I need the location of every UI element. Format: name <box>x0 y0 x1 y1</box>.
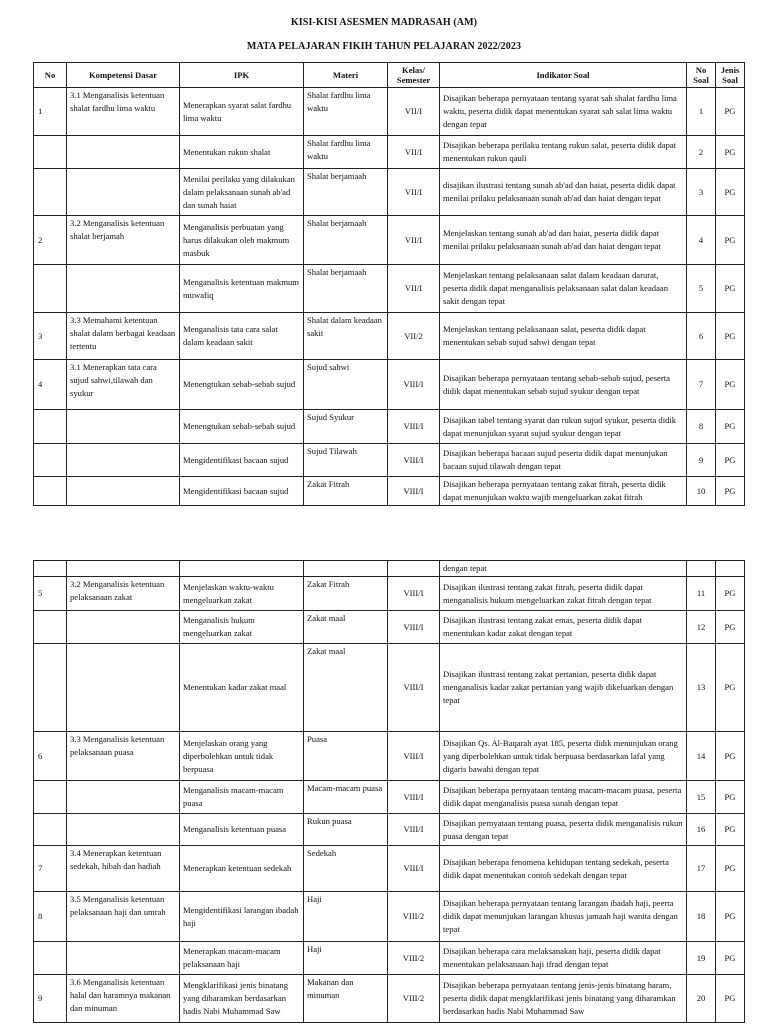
cell-materi: Zakat Fitrah <box>304 577 388 611</box>
cell-no-soal: 6 <box>687 313 716 360</box>
cell-kelas-semester: VIII/I <box>388 410 440 444</box>
cell-no <box>34 265 67 313</box>
cell-no: 9 <box>34 975 67 1023</box>
cell-no <box>34 781 67 814</box>
cell-ipk: Mengklarifikasi jenis binatang yang diharamkan berdasarkan hadis Nabi Muhammad Saw <box>180 975 304 1023</box>
cell-materi: Macam-macam puasa <box>304 781 388 814</box>
table-row <box>34 477 745 506</box>
cell-materi: Haji <box>304 892 388 942</box>
cell-no-soal: 14 <box>687 732 716 781</box>
table-row <box>34 313 745 360</box>
table-row <box>34 577 745 611</box>
cell-no-soal: 2 <box>687 136 716 169</box>
cell-ipk: Menerapkan macam-macam pelaksanaan haji <box>180 942 304 975</box>
cell-no-soal: 9 <box>687 444 716 477</box>
cell-no-soal: 18 <box>687 892 716 942</box>
cell-indikator-soal: Disajikan beberapa pernyataan tentang sebab-sebab sujud, peserta didik dapat menentukan sebab sujud syukur dengan tepat <box>440 360 687 410</box>
cell-materi: Shalat berjamaah <box>304 265 388 313</box>
cell-no-soal: 4 <box>687 216 716 265</box>
cell-indikator-soal: Disajikan beberapa perilaku tentang rukun salat, peserta didik dapat menentukan rukun qauli <box>440 136 687 169</box>
cell-no: 1 <box>34 88 67 136</box>
cell-no <box>34 611 67 644</box>
cell-jenis-soal: PG <box>716 136 745 169</box>
cell-kompetensi-dasar: 3.3 Memahami ketentuan shalat dalam berbagai keadaan tertentu <box>67 313 180 360</box>
cell-indikator-soal: Disajikan tabel tentang syarat dan rukun sujud syukur, peserta didik dapat menunjukan syarat sujud syukur dengan tepat <box>440 410 687 444</box>
cell-kelas-semester: VIII/I <box>388 444 440 477</box>
cell-jenis-soal: PG <box>716 644 745 732</box>
cell-kelas-semester: VIII/2 <box>388 892 440 942</box>
table-row <box>34 732 745 781</box>
table-row <box>34 644 745 732</box>
table-row <box>34 781 745 814</box>
cell-ipk: Mengidentifikasi bacaan sujud <box>180 444 304 477</box>
cell-jenis-soal: PG <box>716 814 745 846</box>
cell-ipk: Menjelaskan orang yang diperbolehkan untuk tidak berpuasa <box>180 732 304 781</box>
cell-no: 2 <box>34 216 67 265</box>
cell-jenis-soal: PG <box>716 892 745 942</box>
cell-materi: Shalat dalam keadaan sakit <box>304 313 388 360</box>
cell-kompetensi-dasar <box>67 942 180 975</box>
cell-kompetensi-dasar <box>67 561 180 577</box>
cell-no: 4 <box>34 360 67 410</box>
cell-jenis-soal <box>716 561 745 577</box>
cell-no-soal: 13 <box>687 644 716 732</box>
cell-indikator-soal: Disajikan pernyataan tentang puasa, peserta didik menganalisis rukun puasa dengan tepat <box>440 814 687 846</box>
cell-kompetensi-dasar: 3.5 Menganalisis ketentuan pelaksanaan haji dan umrah <box>67 892 180 942</box>
cell-ipk: Menganalisis ketentuan makmum muwafiq <box>180 265 304 313</box>
cell-jenis-soal: PG <box>716 975 745 1023</box>
cell-indikator-soal: disajikan ilustrasi tentang sunah ab'ad dan haiat, peserta didik dapat menilai prilaku pelaksanaan sunah ab'ad dan haiat dengan tepat <box>440 169 687 216</box>
col-header-indikator-soal: Indikator Soal <box>440 63 687 88</box>
cell-materi: Sujud sahwi <box>304 360 388 410</box>
cell-jenis-soal: PG <box>716 846 745 892</box>
cell-kelas-semester: VIII/2 <box>388 975 440 1023</box>
cell-no <box>34 561 67 577</box>
cell-ipk: Mengidentifikasi larangan ibadah haji <box>180 892 304 942</box>
cell-no-soal: 5 <box>687 265 716 313</box>
table-row <box>34 169 745 216</box>
cell-kelas-semester: VII/2 <box>388 313 440 360</box>
cell-ipk: Menilai perilaku yang dilakukan dalam pelaksanaan sunah ab'ad dan sunah haiat <box>180 169 304 216</box>
cell-kompetensi-dasar: 3.1 Menganalisis ketentuan shalat fardhu lima waktu <box>67 88 180 136</box>
kisi-kisi-table-page-2 <box>33 560 745 1023</box>
cell-indikator-soal: Disajikan beberapa pernyataan tentang larangan ibadah haji, peerta didik dapat menunjukan larangan khusus jamaah haji wanita dengan tepat <box>440 892 687 942</box>
cell-no: 6 <box>34 732 67 781</box>
cell-no-soal: 12 <box>687 611 716 644</box>
table-row <box>34 410 745 444</box>
cell-kelas-semester: VIII/I <box>388 577 440 611</box>
cell-indikator-soal: Disajikan beberapa bacaan sujud peserta didik dapat menunjukan bacaan sujud tilawah dengan tepat <box>440 444 687 477</box>
cell-no <box>34 444 67 477</box>
cell-no <box>34 644 67 732</box>
cell-kelas-semester: VIII/I <box>388 611 440 644</box>
cell-materi: Makanan dan minuman <box>304 975 388 1023</box>
cell-indikator-soal: Disajikan ilustrasi tentang zakat fitrah, peserta didik dapat menganalisis hukum mengeluarkan zakat fitrah dengan tepat <box>440 577 687 611</box>
cell-jenis-soal: PG <box>716 410 745 444</box>
table-row <box>34 942 745 975</box>
cell-kelas-semester: VIII/I <box>388 814 440 846</box>
cell-kompetensi-dasar <box>67 136 180 169</box>
cell-jenis-soal: PG <box>716 732 745 781</box>
cell-materi: Sedekah <box>304 846 388 892</box>
cell-jenis-soal: PG <box>716 360 745 410</box>
col-header-materi: Materi <box>304 63 388 88</box>
cell-no <box>34 169 67 216</box>
cell-indikator-soal: Disajikan ilustrasi tentang zakat emas, peserta didik dapat menentukan kadar zakat dengan tepat <box>440 611 687 644</box>
cell-ipk: Menjelaskan waktu-waktu mengeluarkan zakat <box>180 577 304 611</box>
col-header-jenis-soal: Jenis Soal <box>716 63 745 88</box>
cell-materi: Shalat berjamaah <box>304 216 388 265</box>
cell-indikator-soal: Disajikan beberapa pernyataan tentang macam-macam puasa, peserta didik dapat menganalisis puasa sunah dengan tepat <box>440 781 687 814</box>
table-row <box>34 975 745 1023</box>
table-row <box>34 892 745 942</box>
table-row <box>34 846 745 892</box>
table-header-row <box>34 63 745 88</box>
cell-materi: Zakat maal <box>304 611 388 644</box>
table-row <box>34 814 745 846</box>
cell-indikator-soal: Disajikan ilustrasi tentang zakat pertanian, peserta didik dapat menganalisis kadar zakat pertanian yang wajib dikeluarkan dengan tepat <box>440 644 687 732</box>
cell-no <box>34 942 67 975</box>
cell-indikator-soal: dengan tepat <box>440 561 687 577</box>
cell-kompetensi-dasar <box>67 477 180 506</box>
cell-indikator-soal: Menjelaskan tentang pelaksanaan salat, peserta didik dapat menentukan sebab sujud sahwi dengan tepat <box>440 313 687 360</box>
cell-jenis-soal: PG <box>716 169 745 216</box>
cell-materi: Shalat fardhu lima waktu <box>304 136 388 169</box>
cell-kelas-semester: VIII/I <box>388 644 440 732</box>
cell-kompetensi-dasar <box>67 644 180 732</box>
cell-jenis-soal: PG <box>716 444 745 477</box>
cell-materi: Sujud Syukur <box>304 410 388 444</box>
cell-no <box>34 814 67 846</box>
cell-ipk: Menganalisis tata cara salat dalam keadaan sakit <box>180 313 304 360</box>
cell-kompetensi-dasar: 3.1 Menerapkan tata cara sujud sahwi,tilawah dan syukur <box>67 360 180 410</box>
cell-ipk: Menentukan rukun shalat <box>180 136 304 169</box>
col-header-no: No <box>34 63 67 88</box>
cell-kelas-semester <box>388 561 440 577</box>
cell-no-soal: 20 <box>687 975 716 1023</box>
document-title: KISI-KISI ASESMEN MADRASAH (AM) <box>290 17 478 28</box>
cell-kelas-semester: VII/I <box>388 169 440 216</box>
cell-materi <box>304 561 388 577</box>
cell-no-soal: 17 <box>687 846 716 892</box>
cell-no-soal: 15 <box>687 781 716 814</box>
cell-jenis-soal: PG <box>716 265 745 313</box>
cell-materi: Haji <box>304 942 388 975</box>
cell-kompetensi-dasar <box>67 169 180 216</box>
cell-kelas-semester: VII/I <box>388 265 440 313</box>
cell-kelas-semester: VII/I <box>388 136 440 169</box>
table-row <box>34 360 745 410</box>
cell-no <box>34 410 67 444</box>
cell-no-soal: 1 <box>687 88 716 136</box>
cell-indikator-soal: Disajikan beberapa pernyataan tentang zakat fitrah, peserta didik dapat menunjukan waktu wajib mengeluarkan zakat fitrah <box>440 477 687 506</box>
cell-jenis-soal: PG <box>716 611 745 644</box>
cell-kompetensi-dasar <box>67 410 180 444</box>
table-row <box>34 265 745 313</box>
cell-no-soal: 10 <box>687 477 716 506</box>
cell-materi: Zakat maal <box>304 644 388 732</box>
col-header-kelas-semester: Kelas/ Semester <box>388 63 440 88</box>
document-subtitle: MATA PELAJARAN FIKIH TAHUN PELAJARAN 2022/2023 <box>246 41 522 52</box>
cell-indikator-soal: Disajikan beberapa cara melaksanakan haji, peserta didik dapat menentukan pelaksanaan haji ifrad dengan tepat <box>440 942 687 975</box>
col-header-no-soal: No Soal <box>687 63 716 88</box>
cell-indikator-soal: Disajikan beberapa pernyataan tentang jenis-jenis binatang haram, peserta didik dapat mengklarifikasi jenis binatang yang diharamkan berdasarkan hadis Nabi Muhammad Saw <box>440 975 687 1023</box>
cell-ipk: Menganalisis ketentuan puasa <box>180 814 304 846</box>
cell-ipk: Menentukan kadar zakat maal <box>180 644 304 732</box>
cell-kelas-semester: VIII/I <box>388 732 440 781</box>
cell-indikator-soal: Disajikan beberapa pernyataan tentang syarat sah shalat fardhu lima waktu, peserta didik dapat menentukan syarat sah salat lima waktu dengan tepat <box>440 88 687 136</box>
cell-indikator-soal: Menjelaskan tentang sunah ab'ad dan haiat, peserta didik dapat menilai prilaku pelaksanaan sunah ab'ad dan haiat dengan tepat <box>440 216 687 265</box>
table-row <box>34 88 745 136</box>
cell-kelas-semester: VIII/2 <box>388 942 440 975</box>
table-row <box>34 216 745 265</box>
cell-no-soal: 16 <box>687 814 716 846</box>
col-header-ipk: IPK <box>180 63 304 88</box>
cell-jenis-soal: PG <box>716 313 745 360</box>
cell-jenis-soal: PG <box>716 577 745 611</box>
cell-jenis-soal: PG <box>716 216 745 265</box>
cell-kompetensi-dasar: 3.3 Menganalisis ketentuan pelaksanaan puasa <box>67 732 180 781</box>
cell-kompetensi-dasar: 3.2 Menganalisis ketentuan pelaksanaan zakat <box>67 577 180 611</box>
cell-kompetensi-dasar <box>67 814 180 846</box>
table-row <box>34 136 745 169</box>
cell-kompetensi-dasar <box>67 611 180 644</box>
cell-no-soal: 11 <box>687 577 716 611</box>
cell-kompetensi-dasar <box>67 265 180 313</box>
cell-kompetensi-dasar: 3.2 Menganalisis ketentuan shalat berjamah <box>67 216 180 265</box>
cell-no: 3 <box>34 313 67 360</box>
cell-indikator-soal: Menjelaskan tentang pelaksanaan salat dalam keadaan darurat, peserta didik dapat menganalisis pelaksanaan salat dalan keadaan sakit dengan tepat <box>440 265 687 313</box>
cell-no: 8 <box>34 892 67 942</box>
cell-jenis-soal: PG <box>716 88 745 136</box>
cell-kelas-semester: VII/I <box>388 216 440 265</box>
table-row <box>34 611 745 644</box>
cell-kompetensi-dasar: 3.6 Menganalisis ketentuan halal dan haramnya makanan dan minuman <box>67 975 180 1023</box>
cell-kompetensi-dasar: 3.4 Menerapkan ketentuan sedekah, hibah dan hadiah <box>67 846 180 892</box>
cell-kelas-semester: VIII/I <box>388 477 440 506</box>
cell-kompetensi-dasar <box>67 444 180 477</box>
cell-no-soal <box>687 561 716 577</box>
cell-materi: Sujud Tilawah <box>304 444 388 477</box>
cell-no <box>34 477 67 506</box>
cell-materi: Rukun puasa <box>304 814 388 846</box>
cell-ipk: Menengtukan sebab-sebab sujud <box>180 410 304 444</box>
cell-kelas-semester: VII/I <box>388 88 440 136</box>
cell-ipk: Menerapkan syarat salat fardhu lima waktu <box>180 88 304 136</box>
cell-indikator-soal: Disajikan beberapa fenomena kehidupan tentang sedekah, peserta didik dapat menentukan contoh sedekah dengan tepat <box>440 846 687 892</box>
cell-ipk <box>180 561 304 577</box>
cell-no <box>34 136 67 169</box>
cell-jenis-soal: PG <box>716 781 745 814</box>
cell-materi: Zakat Fitrah <box>304 477 388 506</box>
cell-jenis-soal: PG <box>716 477 745 506</box>
cell-no-soal: 7 <box>687 360 716 410</box>
cell-jenis-soal: PG <box>716 942 745 975</box>
cell-ipk: Menganalisis hukum mengeluarkan zakat <box>180 611 304 644</box>
cell-no: 5 <box>34 577 67 611</box>
table-row <box>34 444 745 477</box>
kisi-kisi-table-page-1 <box>33 62 745 506</box>
cell-ipk: Mengidentifikasi bacaan sujud <box>180 477 304 506</box>
cell-materi: Shalat fardhu lima waktu <box>304 88 388 136</box>
cell-kelas-semester: VIII/I <box>388 781 440 814</box>
cell-no-soal: 8 <box>687 410 716 444</box>
cell-kompetensi-dasar <box>67 781 180 814</box>
cell-indikator-soal: Disajikan Qs. Al-Baqarah ayat 185, peserta didik menunjukan orang yang diperbolehkan untuk tidak berpuasa berdasarkan lafal yang digaris bawahi dengan tepat <box>440 732 687 781</box>
cell-no: 7 <box>34 846 67 892</box>
cell-kelas-semester: VIII/I <box>388 846 440 892</box>
cell-ipk: Menganalisis macam-macam puasa <box>180 781 304 814</box>
cell-materi: Shalat berjamaah <box>304 169 388 216</box>
cell-no-soal: 3 <box>687 169 716 216</box>
cell-materi: Puasa <box>304 732 388 781</box>
col-header-kompetensi-dasar: Kompetensi Dasar <box>67 63 180 88</box>
cell-kelas-semester: VIII/I <box>388 360 440 410</box>
cell-ipk: Menerapkan ketentuan sedekah <box>180 846 304 892</box>
cell-no-soal: 19 <box>687 942 716 975</box>
cell-ipk: Menganalisis perbuatan yang harus dilakukan oleh makmum masbuk <box>180 216 304 265</box>
cell-ipk: Menengtukan sebab-sebab sujud <box>180 360 304 410</box>
table-row <box>34 561 745 577</box>
